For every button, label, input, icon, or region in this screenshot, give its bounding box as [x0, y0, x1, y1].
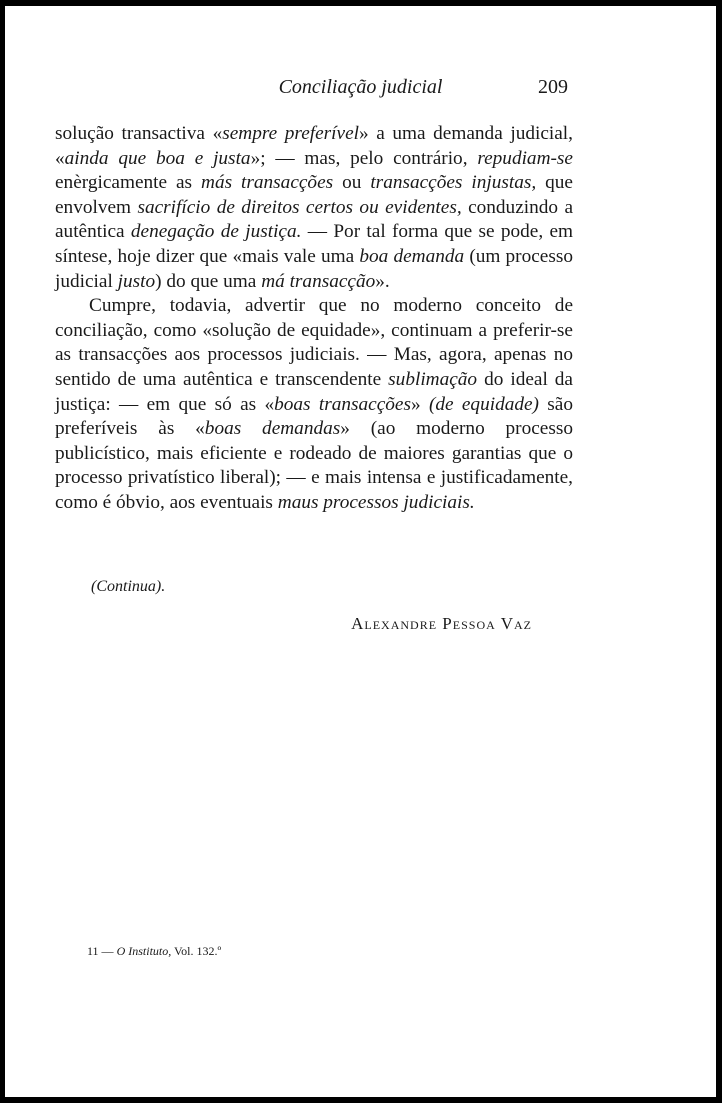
paragraph: [55, 122, 573, 294]
text-run: enèrgicamente as: [55, 172, 202, 194]
footer-volume: Vol. 132.º: [171, 944, 222, 958]
footer-signature: [87, 944, 221, 959]
italic-run: (de equidade): [428, 393, 539, 415]
article-body: [55, 122, 573, 516]
italic-run: boas transacções: [274, 393, 411, 415]
text-run: solução transactiva «: [55, 123, 223, 144]
italic-run: más transacções: [201, 172, 334, 194]
text-run: conduzindo a autêntica: [55, 196, 573, 243]
text-run: Cumpre, todavia, advertir que no moderno conceito de conciliação, como «solução de equidade», continuam a preferir-se as transacções aos processos judiciais. — Mas, agora, apenas no sentido de uma autêntica e transcendente: [55, 295, 573, 390]
footer-journal: O Instituto,: [116, 944, 172, 958]
text-run: são preferíveis às «: [55, 393, 574, 440]
italic-run: má transacção: [261, 270, 376, 292]
italic-run: boa demanda: [359, 245, 465, 267]
text-run: » a uma demanda judicial, «: [55, 123, 573, 169]
text-run: ».: [375, 270, 390, 292]
text-run: que envolvem: [55, 172, 573, 218]
text-run: ou: [333, 172, 371, 194]
page-sheet: [5, 6, 716, 1097]
italic-run: boas demandas: [204, 418, 341, 440]
italic-run: justo: [117, 270, 156, 292]
text-run: (um processo judicial: [55, 245, 574, 292]
text-run: » (ao moderno processo publicístico, mais eficiente e rodeado de maiores garantias que o processo privatístico liberal); — e mais intensa e justificadamente, como é óbvio, aos eventuais: [55, 418, 573, 513]
italic-run: sacrifício de direitos certos ou evidentes,: [137, 196, 462, 218]
paragraph: [55, 294, 573, 515]
italic-run: repudiam-se: [477, 147, 573, 169]
page-number: 209: [538, 76, 568, 98]
italic-run: sempre preferível: [222, 123, 360, 144]
text-run: ) do que uma: [155, 270, 262, 292]
continuation-note: (Continua).: [91, 578, 166, 595]
text-run: do ideal da justiça: — em que só as «: [55, 368, 573, 415]
italic-run: denegação de justiça.: [130, 221, 302, 243]
italic-run: sublimação: [388, 368, 478, 390]
author-signature: Alexandre Pessoa Vaz: [351, 614, 532, 633]
text-run: — Por tal forma que se pode, em síntese, hoje dizer que «mais vale uma: [55, 221, 573, 267]
text-run: »; — mas, pelo contrário,: [250, 147, 478, 169]
running-title: Conciliação judicial: [278, 76, 443, 98]
text-run: »: [410, 393, 429, 415]
footer-sheet-number: 11 —: [87, 944, 117, 958]
italic-run: maus processos judiciais.: [277, 491, 475, 513]
italic-run: ainda que boa e justa: [64, 147, 251, 169]
italic-run: transacções injustas,: [370, 172, 537, 194]
